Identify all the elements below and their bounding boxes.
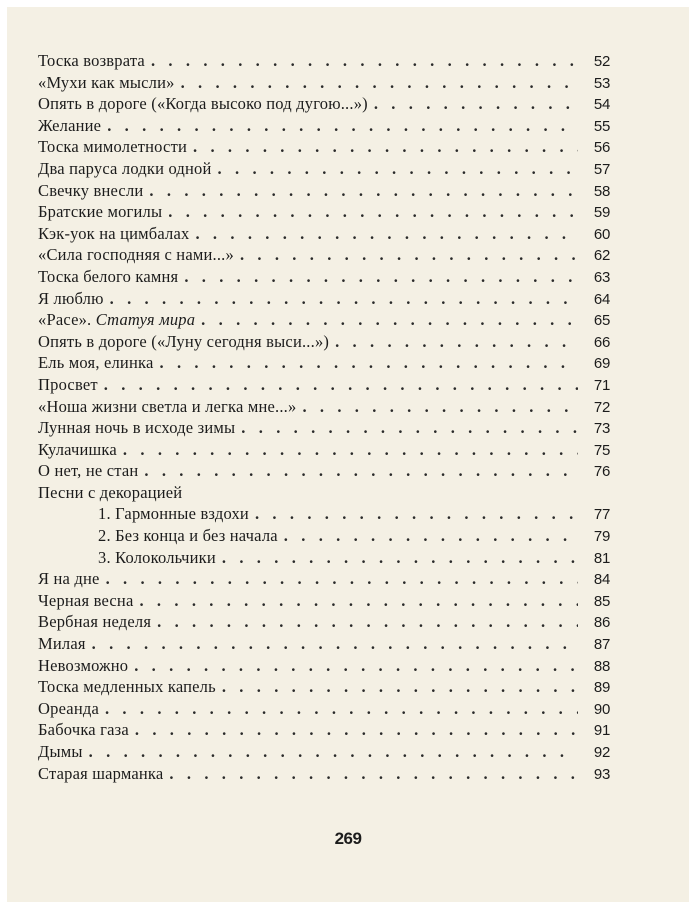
toc-entry-title [38, 73, 181, 93]
toc-entry [38, 612, 610, 634]
toc-entry-title [38, 634, 92, 654]
dot-leader [169, 764, 578, 784]
toc-entry-page: 90 [593, 700, 610, 718]
dot-leader [151, 51, 578, 71]
toc-entry-title-text: Я люблю [38, 288, 104, 308]
toc-entry-title-text: Ель моя, елинка [38, 353, 154, 373]
toc-entry-page: 92 [593, 744, 610, 761]
dot-leader [92, 634, 578, 654]
table-of-contents [38, 51, 610, 785]
toc-entry-title-text: Кулачишка [38, 439, 117, 459]
toc-entry-title-text: Тоска медленных капель [38, 677, 216, 697]
toc-entry [38, 202, 610, 224]
toc-entry-page: 89 [593, 679, 610, 697]
toc-entry [38, 51, 610, 73]
toc-entry-title [38, 116, 107, 136]
toc-entry-title-text: Тоска возврата [38, 51, 145, 70]
toc-entry-title-text: «Сила господняя с нами...» [38, 245, 234, 265]
dot-leader [218, 159, 578, 179]
toc-entry [38, 764, 610, 786]
toc-entry-title-text: Два паруса лодки одной [38, 158, 212, 178]
toc-entry-page: 71 [593, 376, 610, 394]
toc-entry-page: 65 [593, 312, 610, 330]
toc-entry [38, 353, 610, 375]
toc-entry-title-text: Песни с декорацией [38, 482, 183, 502]
dot-leader [89, 742, 578, 762]
toc-entry-title-text: «Расе». [38, 310, 96, 330]
toc-subentry [38, 526, 610, 548]
toc-entry-title [38, 397, 302, 417]
toc-entry-title [38, 742, 89, 762]
toc-entry [38, 418, 610, 440]
toc-entry-page: 57 [593, 160, 610, 178]
toc-entry-title [38, 440, 123, 460]
toc-entry-page: 54 [593, 96, 610, 114]
toc-entry-title [38, 202, 168, 222]
toc-entry-title [38, 159, 218, 179]
toc-entry-title-text: «Ноша жизни светла и легка мне...» [38, 396, 297, 416]
toc-entry-title-text: 2. Без конца и без начала [98, 526, 278, 546]
toc-entry-title [38, 181, 149, 201]
toc-entry [38, 310, 610, 332]
toc-entry-title-text: Милая [38, 634, 86, 654]
dot-leader [255, 504, 578, 524]
toc-entry [38, 375, 610, 397]
toc-entry-title-text: Тоска белого камня [38, 266, 179, 286]
toc-entry-title [38, 137, 193, 157]
toc-entry-title [38, 483, 188, 503]
toc-entry-title-text: Ореанда [38, 698, 99, 718]
toc-entry-page: 55 [593, 117, 610, 135]
dot-leader [144, 461, 578, 481]
dot-leader [240, 245, 578, 265]
toc-entry-title-text: 3. Колокольчики [98, 547, 216, 567]
toc-entry-title-text: Желание [38, 115, 102, 135]
toc-entry-page: 73 [593, 420, 610, 438]
dot-leader [104, 375, 578, 395]
dot-leader [193, 137, 578, 157]
dot-leader [195, 224, 578, 244]
book-page [7, 7, 689, 902]
toc-entry-title [38, 267, 184, 287]
toc-entry-page: 64 [593, 290, 610, 308]
toc-entry-title [38, 51, 151, 71]
dot-leader [134, 656, 578, 676]
toc-entry-page: 77 [593, 506, 610, 524]
toc-entry-title-text: Невозможно [38, 655, 129, 675]
dot-leader [160, 353, 579, 373]
toc-entry [38, 397, 610, 419]
toc-entry-page: 93 [593, 765, 610, 783]
toc-entry-title [38, 289, 110, 309]
toc-entry-title [38, 591, 139, 611]
toc-entry [38, 440, 610, 462]
toc-entry-title [38, 224, 195, 244]
toc-entry-page: 60 [593, 225, 610, 243]
toc-entry [38, 634, 610, 656]
toc-entry-title [98, 526, 284, 546]
toc-entry-title [38, 310, 201, 330]
toc-entry [38, 569, 610, 591]
toc-entry-page: 85 [593, 592, 610, 610]
toc-entry [38, 267, 610, 289]
toc-entry [38, 677, 610, 699]
dot-leader [222, 548, 578, 568]
dot-leader [105, 699, 578, 719]
toc-entry-title [38, 656, 134, 676]
toc-entry [38, 591, 610, 613]
toc-entry-page: 84 [593, 571, 610, 589]
dot-leader [184, 267, 578, 287]
toc-entry-title [38, 353, 160, 373]
toc-entry-page: 75 [593, 441, 610, 459]
toc-entry-page: 53 [593, 74, 610, 92]
toc-entry [38, 699, 610, 721]
toc-entry [38, 73, 610, 95]
toc-entry-title [38, 461, 144, 481]
dot-leader [335, 332, 578, 352]
toc-entry [38, 656, 610, 678]
toc-entry-title [38, 94, 374, 114]
dot-leader [106, 569, 578, 589]
dot-leader [149, 181, 578, 201]
toc-entry-title [38, 699, 105, 719]
toc-entry-title-text: Опять в дороге («Луну сегодня выси...») [38, 331, 330, 351]
toc-entry-title [38, 764, 169, 784]
toc-entry-title-text: Вербная неделя [38, 612, 152, 632]
toc-entry-page: 87 [593, 636, 610, 654]
toc-entry-title-text: Черная весна [38, 590, 134, 610]
dot-leader [168, 202, 578, 222]
toc-entry-title [98, 548, 222, 568]
dot-leader [123, 440, 578, 460]
toc-entry-title [38, 245, 240, 265]
toc-entry-title-text: Опять в дороге («Когда высоко под дугою...») [38, 94, 368, 114]
dot-leader [181, 73, 578, 93]
toc-entry [38, 181, 610, 203]
toc-entry-page: 58 [593, 182, 610, 200]
toc-entry-title-text: Я на дне [38, 569, 100, 589]
toc-entry-page: 62 [593, 247, 610, 265]
toc-entry-title-text: «Мухи как мысли» [38, 72, 175, 92]
toc-entry-title [98, 504, 255, 524]
toc-entry-title-text: Тоска мимолетности [38, 137, 188, 157]
toc-entry-page: 79 [593, 528, 610, 546]
toc-entry-page: 81 [593, 549, 610, 567]
toc-entry-title [38, 375, 104, 395]
toc-entry [38, 289, 610, 311]
dot-leader [201, 310, 578, 330]
dot-leader [110, 289, 578, 309]
toc-subentry [38, 504, 610, 526]
toc-entry-page: 86 [593, 614, 610, 632]
toc-entry [38, 137, 610, 159]
toc-entry [38, 245, 610, 267]
toc-entry [38, 483, 610, 505]
toc-entry-title [38, 418, 241, 438]
toc-entry-title-text: Братские могилы [38, 202, 163, 222]
toc-entry [38, 332, 610, 354]
toc-entry-title-text: Старая шарманка [38, 763, 164, 783]
toc-entry [38, 742, 610, 764]
toc-entry-page: 91 [593, 722, 610, 740]
toc-entry-page: 88 [593, 657, 610, 675]
dot-leader [222, 677, 578, 697]
toc-entry-page: 56 [593, 139, 610, 157]
toc-entry [38, 159, 610, 181]
toc-entry-title-italic: Статуя мира [95, 310, 196, 330]
toc-entry-page: 63 [593, 268, 610, 286]
dot-leader [135, 720, 578, 740]
toc-entry [38, 94, 610, 116]
toc-entry-page: 72 [593, 398, 610, 416]
toc-entry-title [38, 332, 335, 352]
toc-entry-title [38, 720, 135, 740]
toc-entry-page: 76 [593, 463, 610, 481]
toc-entry [38, 461, 610, 483]
toc-entry-title-text: Лунная ночь в исходе зимы [38, 418, 236, 438]
toc-entry-title-text: Дымы [38, 742, 83, 761]
dot-leader [107, 116, 578, 136]
dot-leader [241, 418, 578, 438]
toc-entry-page: 69 [593, 355, 610, 373]
toc-entry-title-text: Свечку внесли [38, 180, 144, 200]
toc-entry-title-text: О нет, не стан [38, 461, 139, 481]
toc-entry-title-text: 1. Гармонные вздохи [98, 504, 249, 524]
toc-entry-title-text: Просвет [38, 374, 98, 394]
toc-entry-title-text: Кэк-уок на цимбалах [38, 223, 190, 243]
dot-leader [374, 94, 578, 114]
toc-entry-title [38, 569, 106, 589]
page-number: 269 [334, 829, 362, 848]
toc-entry-title [38, 612, 157, 632]
toc-entry-page: 52 [593, 53, 610, 70]
toc-entry [38, 116, 610, 138]
dot-leader [302, 397, 578, 417]
toc-entry [38, 720, 610, 742]
toc-entry [38, 224, 610, 246]
dot-leader [139, 591, 578, 611]
toc-entry-page: 66 [593, 333, 610, 351]
dot-leader [157, 612, 578, 632]
toc-entry-title [38, 677, 222, 697]
toc-entry-title-text: Бабочка газа [38, 720, 129, 740]
dot-leader [284, 526, 578, 546]
toc-entry-page: 59 [593, 204, 610, 222]
toc-subentry [38, 548, 610, 570]
